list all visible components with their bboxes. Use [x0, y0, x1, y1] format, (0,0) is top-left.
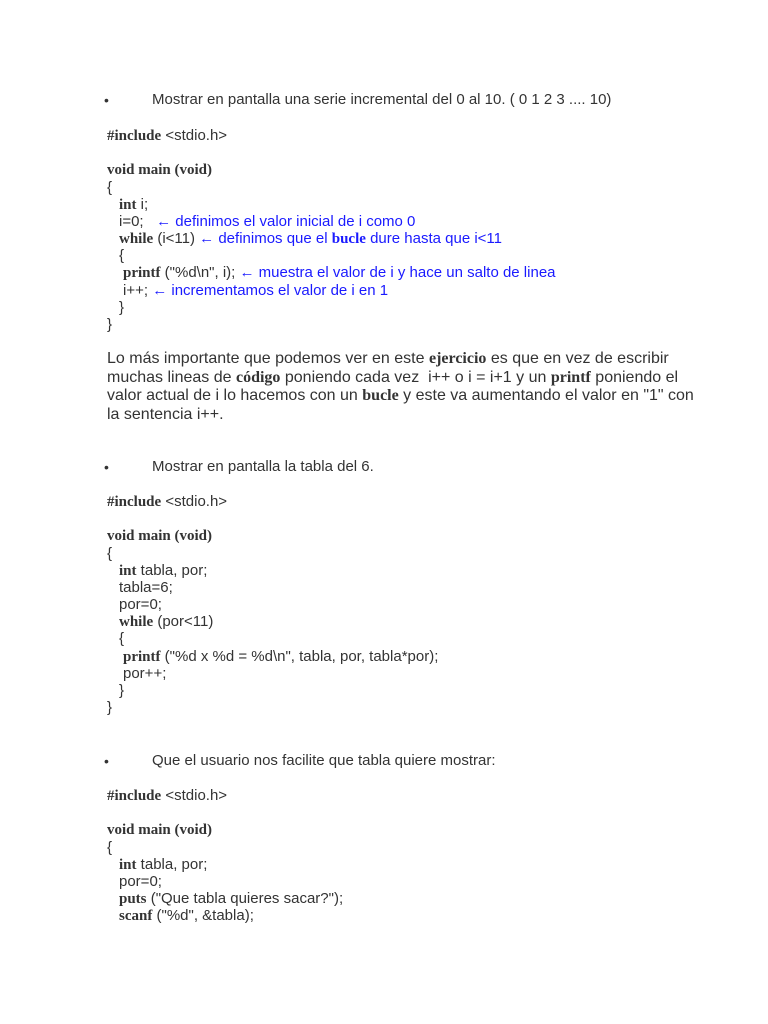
- code-line: }: [119, 299, 125, 316]
- code-line: {: [119, 630, 125, 647]
- code-line: int i;: [119, 196, 149, 213]
- code-line: printf ("%d\n", i); ← muestra el valor de i y hace un salto de linea: [123, 264, 556, 281]
- code-line: }: [119, 682, 125, 699]
- paragraph-line: valor actual de i lo hacemos con un bucle y este va aumentando el valor en "1" con: [107, 387, 694, 404]
- code-comment: ← definimos el valor inicial de i como 0: [156, 213, 416, 230]
- open-brace: {: [107, 545, 113, 562]
- section-3-heading: Que el usuario nos facilite que tabla quiere mostrar:: [152, 752, 496, 769]
- code-comment: ← definimos que el bucle dure hasta que i<11: [199, 230, 502, 247]
- include-line: #include <stdio.h>: [107, 127, 228, 144]
- code-line: while (i<11) ← definimos que el bucle dure hasta que i<11: [119, 230, 502, 247]
- section-1-heading: Mostrar en pantalla una serie incremental del 0 al 10. ( 0 1 2 3 .... 10): [152, 91, 612, 108]
- code-line: {: [119, 247, 125, 264]
- code-line: int tabla, por;: [119, 562, 208, 579]
- main-signature: void main (void): [107, 162, 213, 178]
- bullet-marker: •: [104, 753, 109, 769]
- code-line: tabla=6;: [119, 579, 173, 596]
- code-line: por=0;: [119, 596, 162, 613]
- main-signature: void main (void): [107, 528, 213, 544]
- paragraph-line: la sentencia i++.: [107, 406, 224, 423]
- paragraph-line: muchas lineas de código poniendo cada vez i++ o i = i+1 y un printf poniendo el: [107, 369, 679, 386]
- close-brace: }: [107, 699, 113, 716]
- code-line: int tabla, por;: [119, 856, 208, 873]
- main-signature: void main (void): [107, 822, 213, 838]
- bullet-marker: •: [104, 92, 109, 108]
- include-line: #include <stdio.h>: [107, 787, 228, 804]
- bullet-marker: •: [104, 459, 109, 475]
- code-line: i++; ← incrementamos el valor de i en 1: [123, 282, 389, 299]
- include-line: #include <stdio.h>: [107, 493, 228, 510]
- code-line: i=0; ← definimos el valor inicial de i como 0: [119, 213, 416, 230]
- section-2-heading: Mostrar en pantalla la tabla del 6.: [152, 458, 374, 475]
- code-line: printf ("%d x %d = %d\n", tabla, por, tabla*por);: [123, 648, 439, 665]
- code-line: por++;: [123, 665, 167, 682]
- code-comment: ← incrementamos el valor de i en 1: [152, 282, 389, 299]
- close-brace: }: [107, 316, 113, 333]
- code-line: por=0;: [119, 873, 162, 890]
- code-line: scanf ("%d", &tabla);: [119, 907, 254, 924]
- code-line: while (por<11): [119, 613, 214, 630]
- open-brace: {: [107, 179, 113, 196]
- paragraph-line: Lo más importante que podemos ver en este ejercicio es que en vez de escribir: [107, 350, 669, 367]
- code-comment: ← muestra el valor de i y hace un salto de linea: [239, 264, 556, 281]
- open-brace: {: [107, 839, 113, 856]
- code-line: puts ("Que tabla quieres sacar?");: [119, 890, 344, 907]
